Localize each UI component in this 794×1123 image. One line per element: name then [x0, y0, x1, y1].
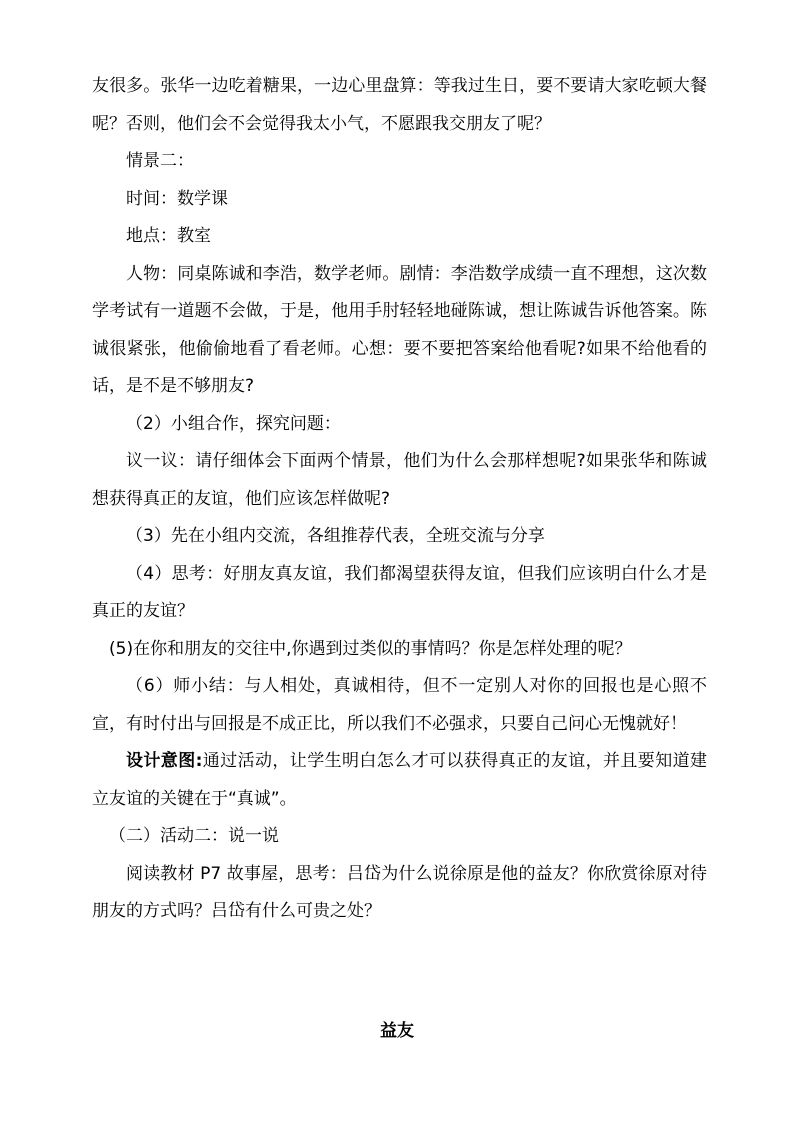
activity-two-heading: （二）活动二：说一说 — [109, 826, 279, 846]
paragraph-teacher-summary: （6）师小结：与人相处，真诚相待，但不一定别人对你的回报也是心照不宣，有时付出与回报是不成正比，所以我们不必强求，只要自己问心无愧就好！ — [92, 676, 707, 734]
paragraph-continued-story: 友很多。张华一边吃着糖果，一边心里盘算：等我过生日，要不要请大家吃顿大餐呢？否则，他们会不会觉得我太小气，不愿跟我交朋友了呢？ — [92, 76, 707, 134]
paragraph-scene-time: 时间：数学课 — [126, 188, 228, 209]
paragraph-scene-place: 地点：教室 — [126, 226, 211, 246]
design-intent-text: 通过活动，让学生明白怎么才可以获得真正的友谊，并且要知道建立友谊的关键在于“真诚”。 — [92, 751, 707, 809]
paragraph-experience-question: (5)在你和朋友的交往中,你遇到过类似的事情吗？你是怎样处理的呢？ — [109, 638, 632, 659]
paragraph-group-exchange: （3）先在小组内交流，各组推荐代表，全班交流与分享 — [126, 526, 545, 546]
story-title: 益友 — [380, 1021, 414, 1041]
paragraph-discuss: 议一议：请仔细体会下面两个情景，他们为什么会那样想呢?如果张华和陈诚想获得真正的友谊，他们应该怎样做呢? — [92, 451, 707, 509]
document-body — [92, 68, 707, 931]
paragraph-group-cooperation: （2）小组合作，探究问题： — [126, 413, 341, 434]
paragraph-scene-two-heading: 情景二： — [126, 151, 194, 171]
design-intent-label: 设计意图: — [126, 751, 203, 771]
paragraph-think: （4）思考：好朋友真友谊，我们都渴望获得友谊，但我们应该明白什么才是真正的友谊？ — [92, 563, 707, 621]
paragraph-design-intent — [92, 743, 707, 818]
paragraph-scene-characters: 人物：同桌陈诚和李浩，数学老师。剧情：李浩数学成绩一直不理想，这次数学考试有一道题不会做，于是，他用手肘轻轻地碰陈诚，想让陈诚告诉他答案。陈诚很紧张，他偷偷地看了看老师。心想：要不要把答案给他看呢?如果不给他看的话，是不是不够朋友? — [92, 263, 707, 396]
activity-two-text: 阅读教材 P7 故事屋，思考：吕岱为什么说徐原是他的益友？你欣赏徐原对待朋友的方式吗？吕岱有什么可贵之处？ — [92, 863, 707, 921]
